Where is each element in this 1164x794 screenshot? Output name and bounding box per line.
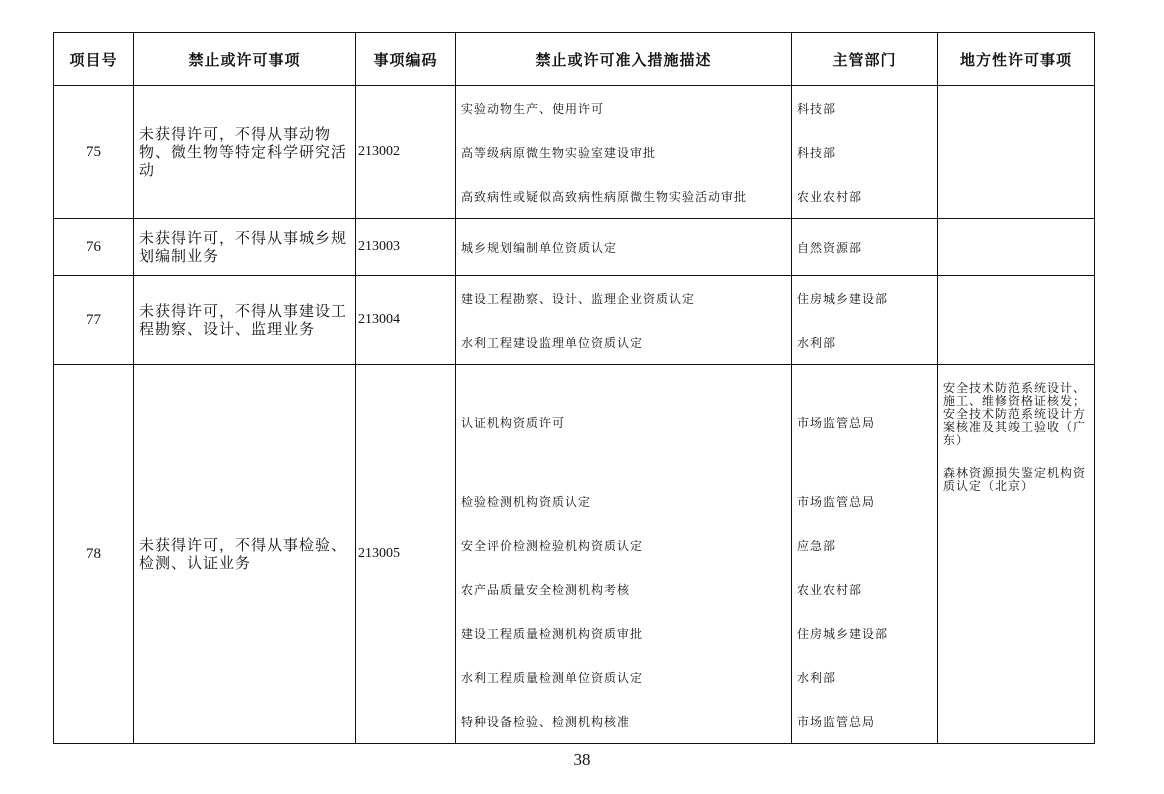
- measure-desc: 安全评价检测检验机构资质认定: [461, 538, 644, 553]
- measure-desc: 实验动物生产、使用许可: [461, 101, 605, 116]
- local-permit-empty: [938, 276, 1095, 365]
- permit-item: 未获得许可，不得从事建设工程勘察、设计、监理业务: [134, 276, 356, 365]
- table-row: [54, 86, 1095, 219]
- measure-desc: 检验检测机构资质认定: [461, 494, 592, 509]
- item-code: 213002: [356, 86, 456, 219]
- department: 农业农村部: [797, 189, 863, 204]
- department: 自然资源部: [797, 240, 863, 255]
- department: 住房城乡建设部: [797, 291, 889, 306]
- header-code: 事项编码: [356, 33, 456, 86]
- measure-desc: 认证机构资质许可: [461, 415, 566, 430]
- header-project-no: 项目号: [54, 33, 134, 86]
- local-permit-list: [938, 365, 1095, 744]
- department: 科技部: [797, 145, 837, 160]
- permit-list-table: [53, 32, 1095, 744]
- table-header-row: [54, 33, 1095, 86]
- department: 农业农村部: [797, 582, 863, 597]
- department: 住房城乡建设部: [797, 626, 889, 641]
- table-row: [54, 365, 1095, 744]
- permit-item: 未获得许可，不得从事动物物、微生物等特定科学研究活动: [134, 86, 356, 219]
- department: 水利部: [797, 670, 837, 685]
- header-measure-desc: 禁止或许可准入措施描述: [456, 33, 792, 86]
- department: 水利部: [797, 335, 837, 350]
- department-list: [792, 219, 938, 276]
- item-code: 213004: [356, 276, 456, 365]
- local-permit-empty: [938, 86, 1095, 219]
- measure-list: [456, 219, 792, 276]
- measure-desc: 建设工程质量检测机构资质审批: [461, 626, 644, 641]
- table-row: [54, 276, 1095, 365]
- header-local-permit: 地方性许可事项: [938, 33, 1095, 86]
- measure-list: [456, 365, 792, 744]
- local-permit: 安全技术防范系统设计、施工、维修资格证核发；安全技术防范系统设计方案核准及其竣工验收（广东）: [943, 381, 1087, 447]
- department: 科技部: [797, 101, 837, 116]
- table-row: [54, 219, 1095, 276]
- header-department: 主管部门: [792, 33, 938, 86]
- local-permit: 森林资源损失鉴定机构资质认定（北京）: [943, 466, 1087, 493]
- measure-desc: 建设工程勘察、设计、监理企业资质认定: [461, 291, 696, 306]
- item-code: 213003: [356, 219, 456, 276]
- permit-item: 未获得许可，不得从事城乡规划编制业务: [134, 219, 356, 276]
- page-number: 38: [573, 750, 591, 769]
- measure-list: [456, 276, 792, 365]
- measure-desc: 高等级病原微生物实验室建设审批: [461, 145, 657, 160]
- measure-desc: 水利工程建设监理单位资质认定: [461, 335, 644, 350]
- project-no: 77: [54, 276, 134, 365]
- project-no: 75: [54, 86, 134, 219]
- department: 市场监管总局: [797, 415, 876, 430]
- measure-list: [456, 86, 792, 219]
- project-no: 78: [54, 365, 134, 744]
- department-list: [792, 365, 938, 744]
- measure-desc: 特种设备检验、检测机构核准: [461, 714, 631, 729]
- department-list: [792, 86, 938, 219]
- item-code: 213005: [356, 365, 456, 744]
- measure-desc: 城乡规划编制单位资质认定: [461, 240, 618, 255]
- header-item: 禁止或许可事项: [134, 33, 356, 86]
- permit-item: 未获得许可，不得从事检验、检测、认证业务: [134, 365, 356, 744]
- project-no: 76: [54, 219, 134, 276]
- measure-desc: 农产品质量安全检测机构考核: [461, 582, 631, 597]
- department: 市场监管总局: [797, 714, 876, 729]
- measure-desc: 水利工程质量检测单位资质认定: [461, 670, 644, 685]
- department: 应急部: [797, 538, 837, 553]
- measure-desc: 高致病性或疑似高致病性病原微生物实验活动审批: [461, 189, 748, 204]
- local-permit-empty: [938, 219, 1095, 276]
- department-list: [792, 276, 938, 365]
- department: 市场监管总局: [797, 494, 876, 509]
